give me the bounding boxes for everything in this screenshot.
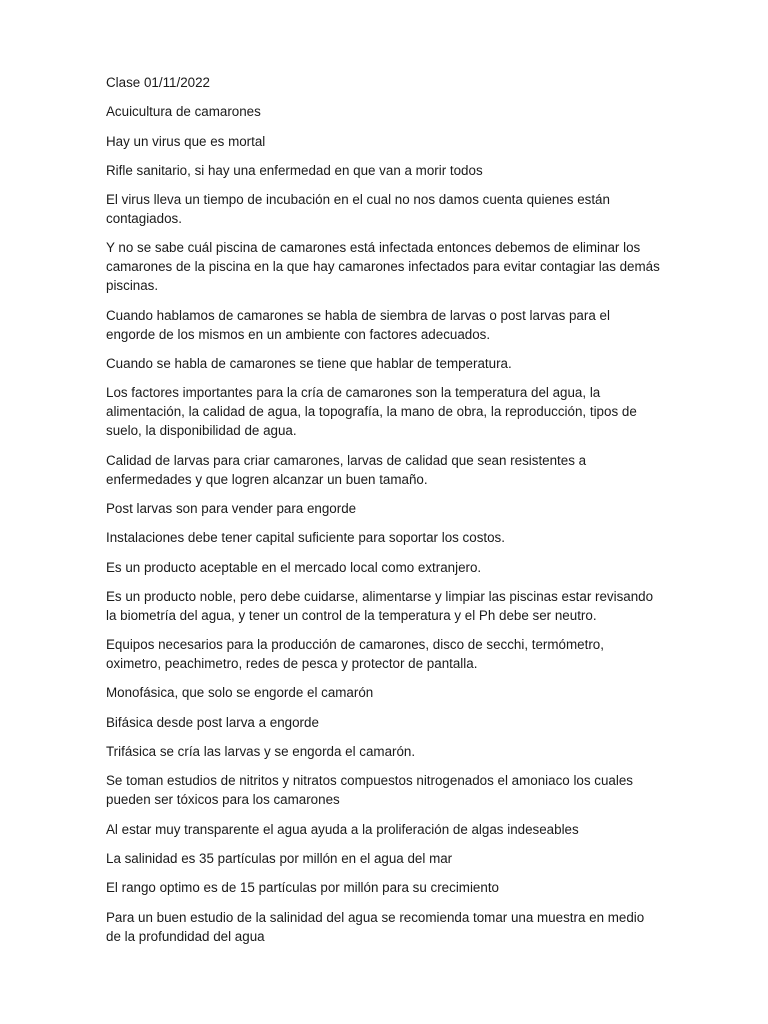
paragraph: Es un producto noble, pero debe cuidarse, alimentarse y limpiar las piscinas estar revisando la biometría del agua, y tener un control de la temperatura y el Ph debe ser neutro.: [106, 588, 654, 623]
paragraph: Al estar muy transparente el agua ayuda a la proliferación de algas indeseables: [106, 821, 579, 837]
paragraph: Para un buen estudio de la salinidad del agua se recomienda tomar una muestra en medio de la profundidad del agua: [106, 909, 645, 944]
paragraph: Calidad de larvas para criar camarones, larvas de calidad que sean resistentes a enfermedades y que logren alcanzar un buen tamaño.: [106, 452, 587, 487]
date-heading: Clase 01/11/2022: [106, 75, 210, 90]
paragraph: Es un producto aceptable en el mercado local como extranjero.: [106, 559, 482, 575]
paragraph: Los factores importantes para la cría de camarones son la temperatura del agua, la alimentación, la calidad de agua, la topografía, la mano de obra, la reproducción, tipos de suelo, la disponibilidad de agua.: [106, 385, 637, 439]
paragraph: El rango optimo es de 15 partículas por millón para su crecimiento: [106, 880, 499, 896]
notes-body: [106, 73, 662, 956]
paragraph: Monofásica, que solo se engorde el camarón: [106, 685, 374, 701]
paragraph: Trifásica se cría las larvas y se engorda el camarón.: [106, 744, 416, 760]
topic-heading: Acuicultura de camarones: [106, 104, 261, 120]
paragraph: Rifle sanitario, si hay una enfermedad en que van a morir todos: [106, 162, 483, 178]
paragraph: Instalaciones debe tener capital suficiente para soportar los costos.: [106, 530, 505, 546]
paragraph: Cuando se habla de camarones se tiene que hablar de temperatura.: [106, 356, 512, 372]
paragraph: La salinidad es 35 partículas por millón en el agua del mar: [106, 850, 453, 866]
paragraph: Equipos necesarios para la producción de camarones, disco de secchi, termómetro, oximetro, peachimetro, redes de pesca y protector de pantalla.: [106, 637, 604, 672]
paragraph: Cuando hablamos de camarones se habla de siembra de larvas o post larvas para el engorde de los mismos en un ambiente con factores adecuados.: [106, 307, 610, 342]
paragraph: El virus lleva un tiempo de incubación en el cual no nos damos cuenta quienes están contagiados.: [106, 192, 610, 227]
paragraph: Bifásica desde post larva a engorde: [106, 714, 319, 730]
paragraph: Post larvas son para vender para engorde: [106, 500, 357, 516]
paragraph: Se toman estudios de nitritos y nitratos compuestos nitrogenados el amoniaco los cuales pueden ser tóxicos para los camarones: [106, 773, 633, 808]
paragraph: Hay un virus que es mortal: [106, 133, 266, 149]
paragraph: Y no se sabe cuál piscina de camarones está infectada entonces debemos de eliminar los camarones de la piscina en la que hay camarones infectados para evitar contagiar las demás piscinas.: [106, 240, 660, 294]
